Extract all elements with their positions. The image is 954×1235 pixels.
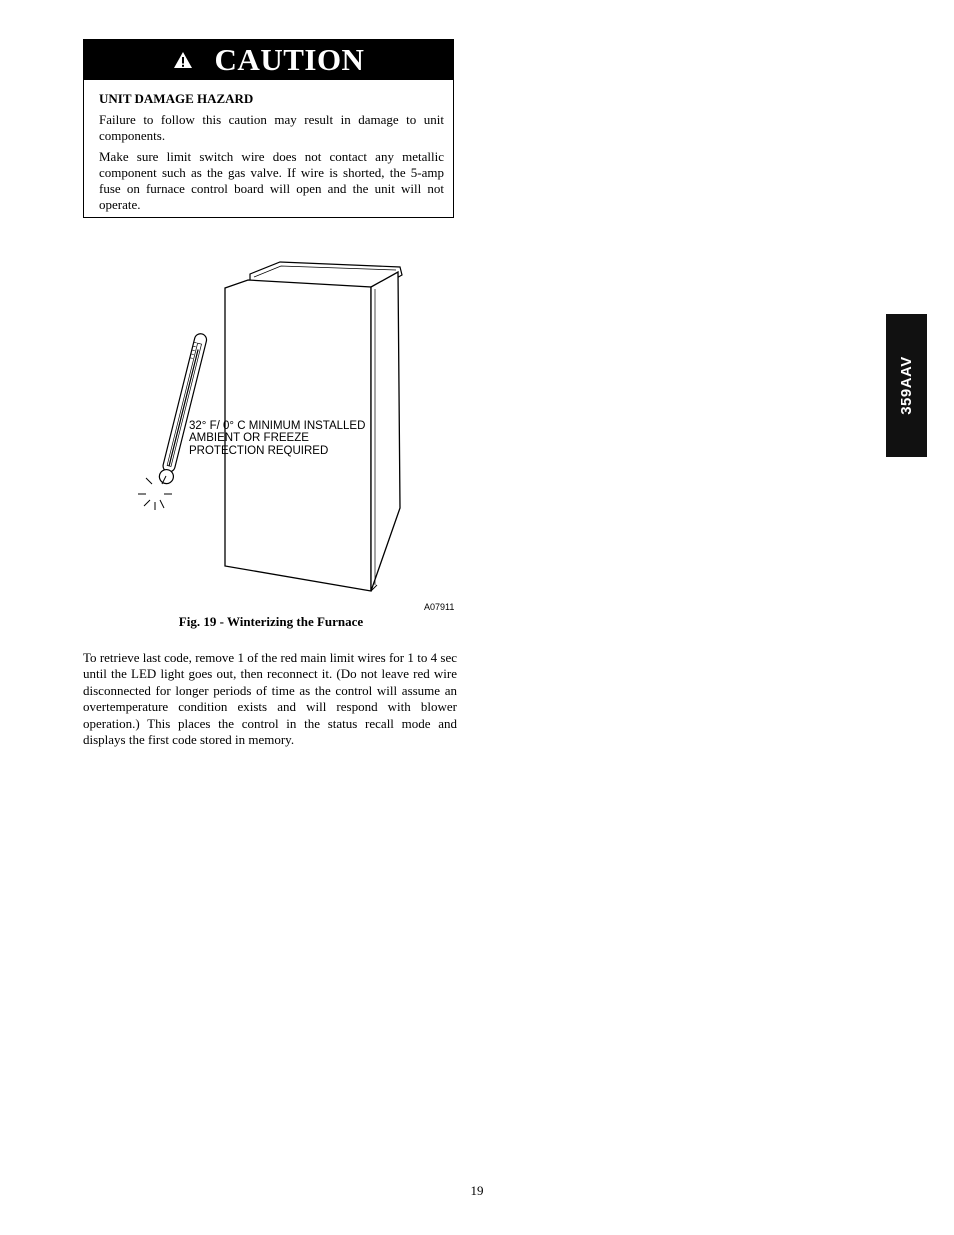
caution-header [84,40,453,80]
thermometer-icon [158,332,209,485]
caution-box [83,39,454,218]
model-side-tab-label: 359AAV [898,356,915,415]
figure-label-line-3: PROTECTION REQUIRED [189,445,329,457]
caution-paragraph-2: Make sure limit switch wire does not contact any metallic component such as the gas valve. If wire is shorted, the 5-amp fuse on furnace control board will open and the unit will not operate. [99,149,444,212]
figure-label-line-1: 32° F/ 0° C MINIMUM INSTALLED [189,420,366,432]
page-number: 19 [470,1183,484,1198]
caution-title: CAUTION [214,42,365,77]
caution-paragraph-1: Failure to follow this caution may result in damage to unit components. [99,112,444,143]
warning-triangle-icon [173,51,193,69]
hazard-heading: UNIT DAMAGE HAZARD [99,91,254,106]
figure-caption: Fig. 19 - Winterizing the Furnace [178,614,364,629]
body-paragraph: To retrieve last code, remove 1 of the red main limit wires for 1 to 4 sec until the LED light goes out, then reconnect it. (Do not leave red wire disconnected for longer periods of time as the control will assume an overtemperature condition exists and will respond with blower operation.) This places the control in the status recall mode and displays the first code stored in memory. [83,650,457,748]
figure-label-line-2: AMBIENT OR FREEZE [189,432,309,444]
furnace-illustration [130,258,460,616]
model-side-tab [886,314,927,457]
caution-body [84,80,453,213]
figure-code: A07911 [424,602,455,612]
